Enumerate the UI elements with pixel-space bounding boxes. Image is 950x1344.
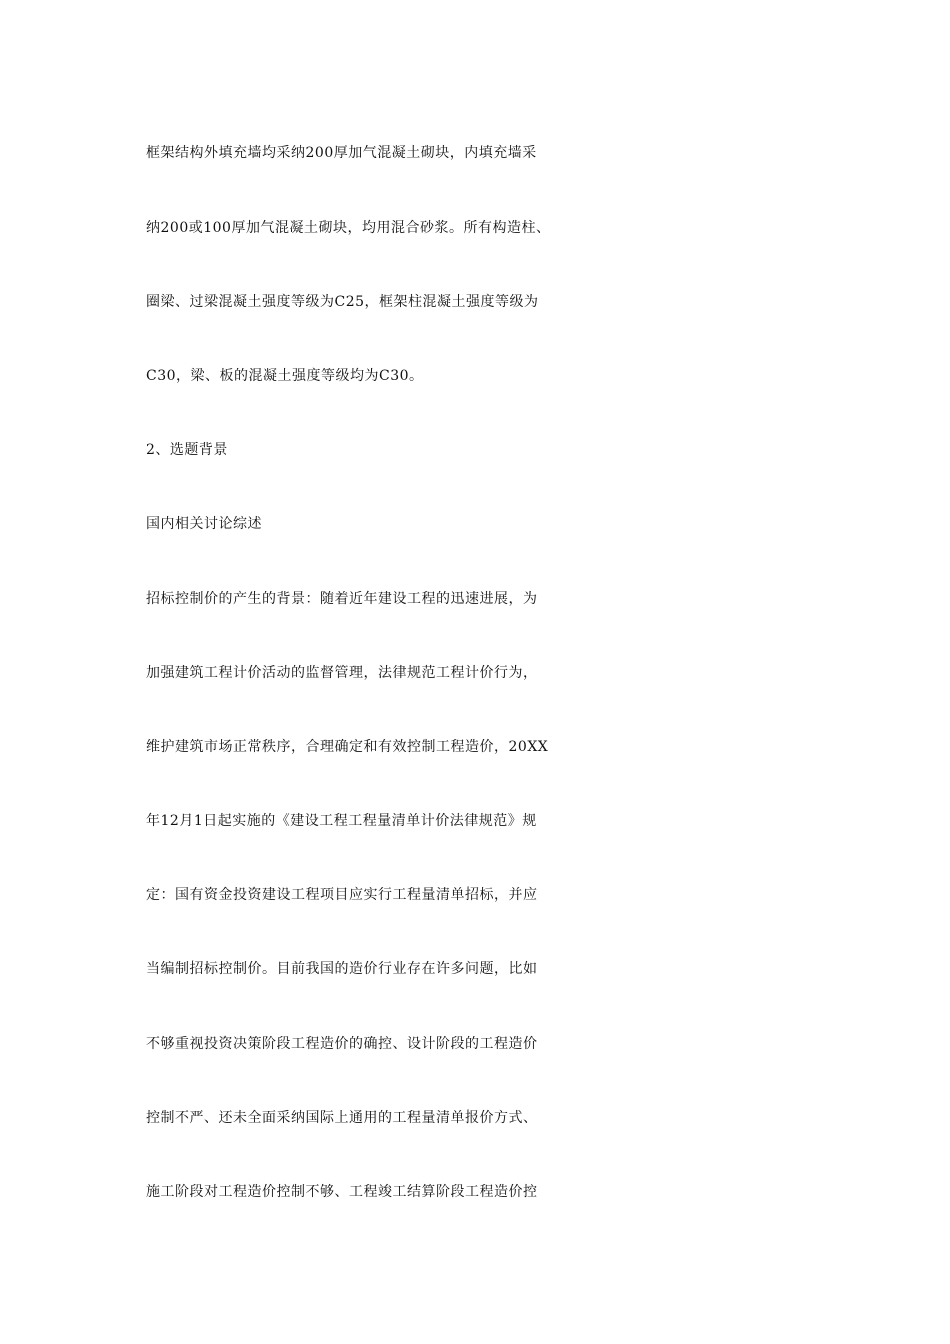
- text-line: 框架结构外填充墙均采纳200厚加气混凝土砌块，内填充墙采: [146, 145, 537, 161]
- text-line: 不够重视投资决策阶段工程造价的确控、设计阶段的工程造价: [146, 1036, 538, 1052]
- text-line: 年12月1日起实施的《建设工程工程量清单计价法律规范》规: [146, 813, 537, 829]
- subsection-heading: 国内相关讨论综述: [146, 516, 262, 532]
- text-line: C30，梁、板的混凝土强度等级均为C30。: [146, 368, 424, 384]
- text-line: 招标控制价的产生的背景：随着近年建设工程的迅速进展，为: [146, 591, 538, 607]
- text-line: 当编制招标控制价。目前我国的造价行业存在许多问题，比如: [146, 961, 538, 977]
- text-line: 纳200或100厚加气混凝土砌块，均用混合砂浆。所有构造柱、: [146, 220, 551, 236]
- text-line: 维护建筑市场正常秩序，合理确定和有效控制工程造价，20XX: [146, 739, 549, 755]
- text-line: 施工阶段对工程造价控制不够、工程竣工结算阶段工程造价控: [146, 1184, 538, 1200]
- text-line: 控制不严、还未全面采纳国际上通用的工程量清单报价方式、: [146, 1110, 538, 1126]
- text-line: 定：国有资金投资建设工程项目应实行工程量清单招标，并应: [146, 887, 538, 903]
- text-line: 圈梁、过梁混凝土强度等级为C25，框架柱混凝土强度等级为: [146, 294, 539, 310]
- text-line: 加强建筑工程计价活动的监督管理，法律规范工程计价行为，: [146, 665, 538, 681]
- section-heading: 2、选题背景: [146, 442, 228, 458]
